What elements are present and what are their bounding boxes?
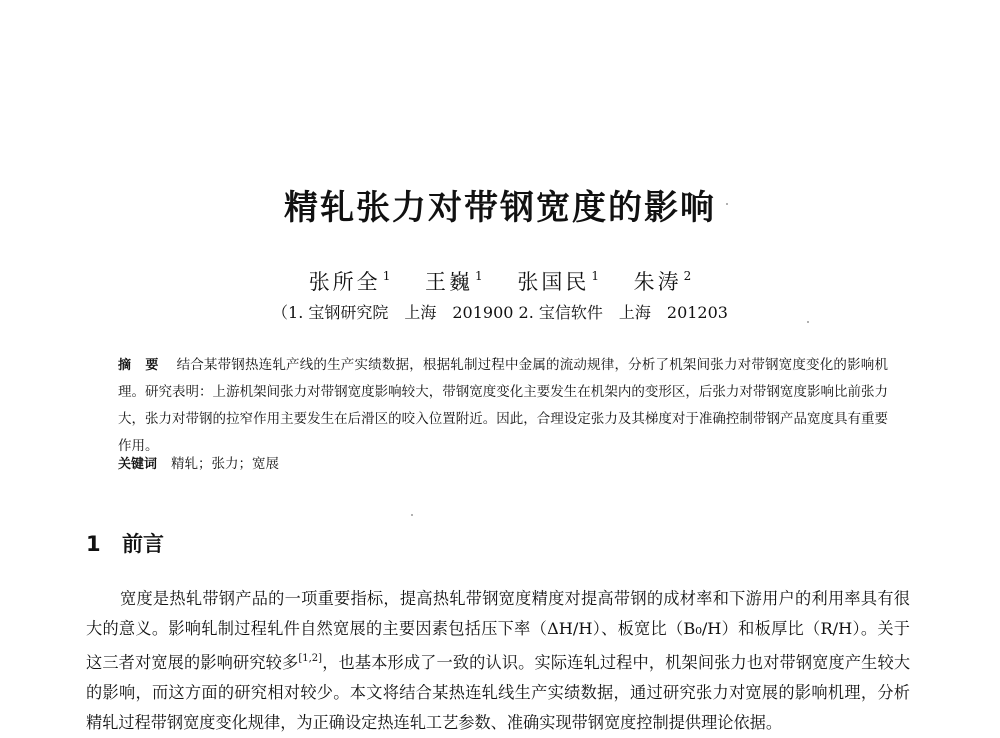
author-name: 张国民 $^1$ — [517, 269, 599, 294]
keywords — [118, 451, 888, 478]
abstract — [118, 352, 888, 460]
abstract-label: 摘 要 — [118, 358, 159, 373]
keywords-label: 关键词 — [118, 457, 158, 472]
scan-speck — [411, 514, 413, 516]
keywords-text: 精轧；张力；宽展 — [171, 456, 280, 472]
author-name: 王巍 $^1$ — [425, 269, 483, 294]
author-name: 张所全 $^1$ — [308, 269, 391, 294]
body-paragraph: 宽度是热轧带钢产品的一项重要指标，提高热轧带钢宽度精度对提高带钢的成材率和下游用户的利用率具有很大的意义。影响轧制过程轧件自然宽展的主要因素包括压下率（ΔH/H）、板宽比（B₀/H）和板厚比（R/H）。关于这三者对宽展的影响研究较多[1,2]，也基本形成了一致的认识。实际连轧过程中，机架间张力也对带钢宽度产生较大的影响，而这方面的研究相对较少。本文将结合某热连轧线生产实绩数据，通过研究张力对宽展的影响机理，分析精轧过程带钢宽度变化规律，为正确设定热连轧工艺参数、准确实现带钢宽度控制提供理论依据。 — [86, 589, 911, 732]
section-heading — [86, 528, 164, 558]
paper-title: 精轧张力对带钢宽度的影响 — [284, 188, 716, 228]
author-name: 朱涛 $^2$ — [633, 269, 692, 294]
author-list — [0, 266, 1000, 296]
citation: [1,2] — [298, 653, 323, 664]
affiliation-line: （1. 宝钢研究院 上海 201900 2. 宝信软件 上海 201203 — [272, 303, 728, 322]
scan-speck — [726, 203, 728, 205]
scan-speck — [807, 321, 809, 323]
section-title: 前言 — [122, 532, 164, 556]
abstract-text: 结合某带钢热连轧产线的生产实绩数据，根据轧制过程中金属的流动规律，分析了机架间张力对带钢宽度变化的影响机理。研究表明：上游机架间张力对带钢宽度影响较大，带钢宽度变化主要发生在机架内的变形区，后张力对带钢宽度影响比前张力大，张力对带钢的拉窄作用主要发生在后滑区的咬入位置附近。因此，合理设定张力及其梯度对于准确控制带钢产品宽度具有重要作用。 — [118, 357, 888, 454]
section-number: 1 — [86, 532, 101, 556]
